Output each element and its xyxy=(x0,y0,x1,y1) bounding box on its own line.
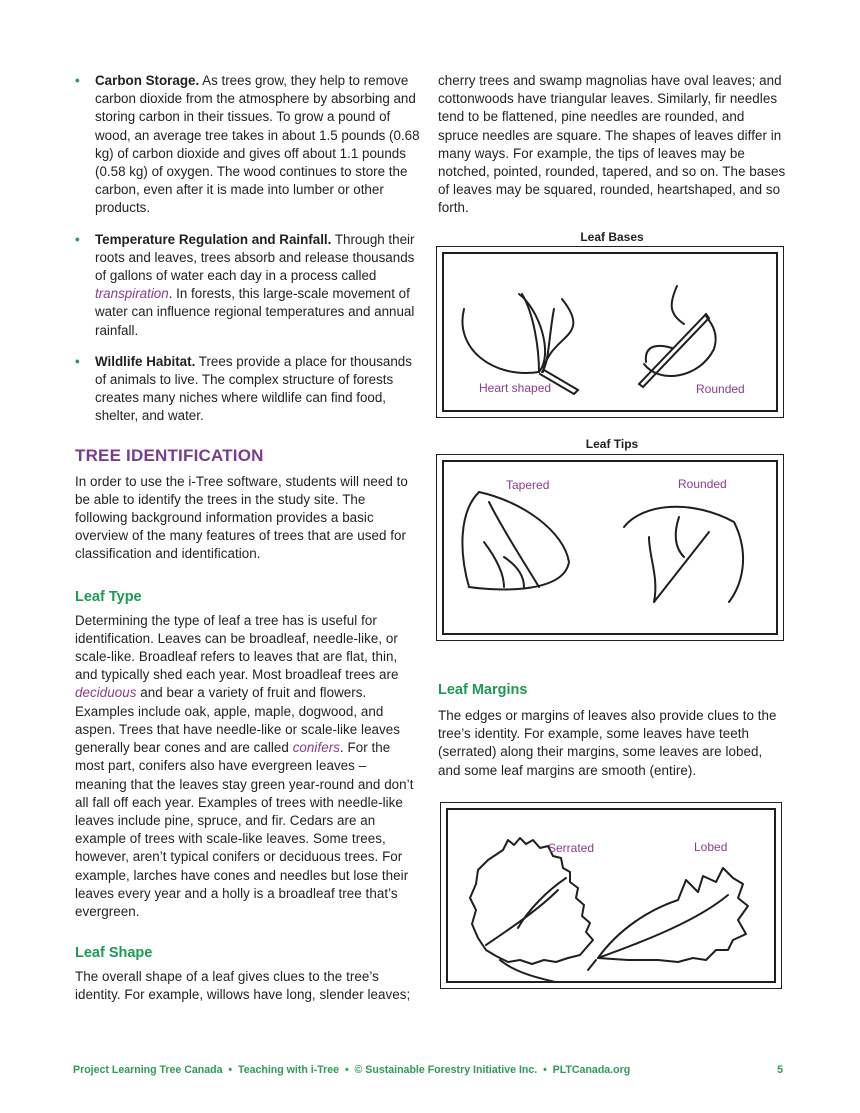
list-item xyxy=(75,72,421,218)
leaf-margins-illustration xyxy=(448,810,774,981)
list-item xyxy=(75,353,421,426)
bullet-text: . In forests, this large-scale movement of water can influence regional temperatures and annual rainfall. xyxy=(95,286,415,338)
glossary-term: conifers xyxy=(292,740,340,756)
section-heading: TREE IDENTIFICATION xyxy=(75,445,264,465)
page-footer xyxy=(73,1064,783,1076)
leaf-bases-title: Leaf Bases xyxy=(580,230,644,244)
serrated-label: Serrated xyxy=(548,841,595,855)
footer-credits: Project Learning Tree Canada • Teaching with i-Tree • © Sustainable Forestry Initiative Inc. • PLTCanada.org xyxy=(73,1064,631,1076)
bullet-text: Through their roots and leaves, trees absorb and release thousands of gallons of water each day in a process called xyxy=(95,231,415,284)
list-item xyxy=(75,231,421,340)
glossary-term: transpiration xyxy=(95,286,169,302)
rounded-base-label: Rounded xyxy=(696,382,745,396)
bullet-title: Temperature Regulation and Rainfall. xyxy=(95,231,332,247)
right-column xyxy=(438,72,788,218)
continuation-paragraph: cherry trees and swamp magnolias have oval leaves; and cottonwoods have triangular leaves. Similarly, fir needles tend to be flattened, pine needles are rounded, and spruce needles are square. The shapes of leaves differ in many ways. For example, the tips of leaves may be notched, pointed, rounded, tapered, and so on. The bases of leaves may be squared, rounded, heartshaped, and so forth. xyxy=(438,73,786,216)
benefits-list xyxy=(75,72,421,426)
leaf-margins-section xyxy=(438,682,788,780)
leaf-type-paragraph: Determining the type of leaf a tree has is useful for identification. Leaves can be broadleaf, needle-like, or scale-like. Broadleaf refers to leaves that are flat, thin, and typically shed each year. Most broadleaf trees are deciduous and bear a variety of fruit and flowers. Examples include oak, apple, maple, dogwood, and aspen. Trees that have needle-like or scale-like leaves generally bear cones and are called conifers. For the most part, conifers also have evergreen leaves – meaning that the leaves stay green year-round and don’t all fall off each year. Examples of trees with needle-like leaves include pine, spruce, and fir. Cedars are an example of trees with scale-like leaves. Some trees, however, aren’t typical conifers or deciduous trees. For example, larches have cones and needles but lose their leaves every year and a holly is a broadleaf tree that’s evergreen. xyxy=(75,612,414,919)
bullet-icon: • xyxy=(75,231,80,247)
leaf-bases-figure xyxy=(442,252,778,412)
bullet-icon: • xyxy=(75,73,80,88)
page-number: 5 xyxy=(777,1064,783,1076)
glossary-term: deciduous xyxy=(75,685,137,701)
leaf-margins-heading: Leaf Margins xyxy=(438,682,528,698)
bullet-text: As trees grow, they help to remove carbon dioxide from the atmosphere by absorbing and storing carbon in their tissues. To grow a pound of wood, an average tree takes in about 1.5 pounds (0.68 kg) of carbon dioxide and gives off about 1.1 pounds (0.58 kg) of oxygen. The wood continues to store the carbon, even after it is made into lumber or other products. xyxy=(95,73,420,216)
leaf-margins-figure xyxy=(446,808,776,983)
tapered-label: Tapered xyxy=(506,478,550,492)
leaf-margins-paragraph: The edges or margins of leaves also provide clues to the tree’s identity. For example, some leaves have teeth (serrated) along their margins, some leaves are lobed, and some leaf margins are smooth (entire). xyxy=(438,708,777,778)
leaf-shape-paragraph: The overall shape of a leaf gives clues to the tree’s identity. For example, willows have long, slender leaves; xyxy=(75,969,411,1003)
leaf-tips-title: Leaf Tips xyxy=(585,437,639,451)
rounded-tip-label: Rounded xyxy=(678,477,727,491)
intro-paragraph: In order to use the i-Tree software, students will need to be able to identify the trees in the study site. The following background information provides a basic overview of the many features of trees that are used for classification and identification. xyxy=(75,473,408,562)
left-column xyxy=(75,72,421,1005)
bullet-title: Carbon Storage. xyxy=(95,73,200,88)
heart-shaped-label: Heart shaped xyxy=(479,381,552,395)
lobed-label: Lobed xyxy=(694,840,728,854)
leaf-type-heading: Leaf Type xyxy=(75,588,142,605)
bullet-title: Wildlife Habitat. xyxy=(95,353,196,369)
bullet-icon: • xyxy=(75,353,80,369)
leaf-shape-heading: Leaf Shape xyxy=(75,945,153,962)
bullet-text: Trees provide a place for thousands of animals to live. The complex structure of forests creates many niches where wildlife can find food, shelter, and water. xyxy=(95,353,412,424)
leaf-tips-figure xyxy=(442,460,778,635)
